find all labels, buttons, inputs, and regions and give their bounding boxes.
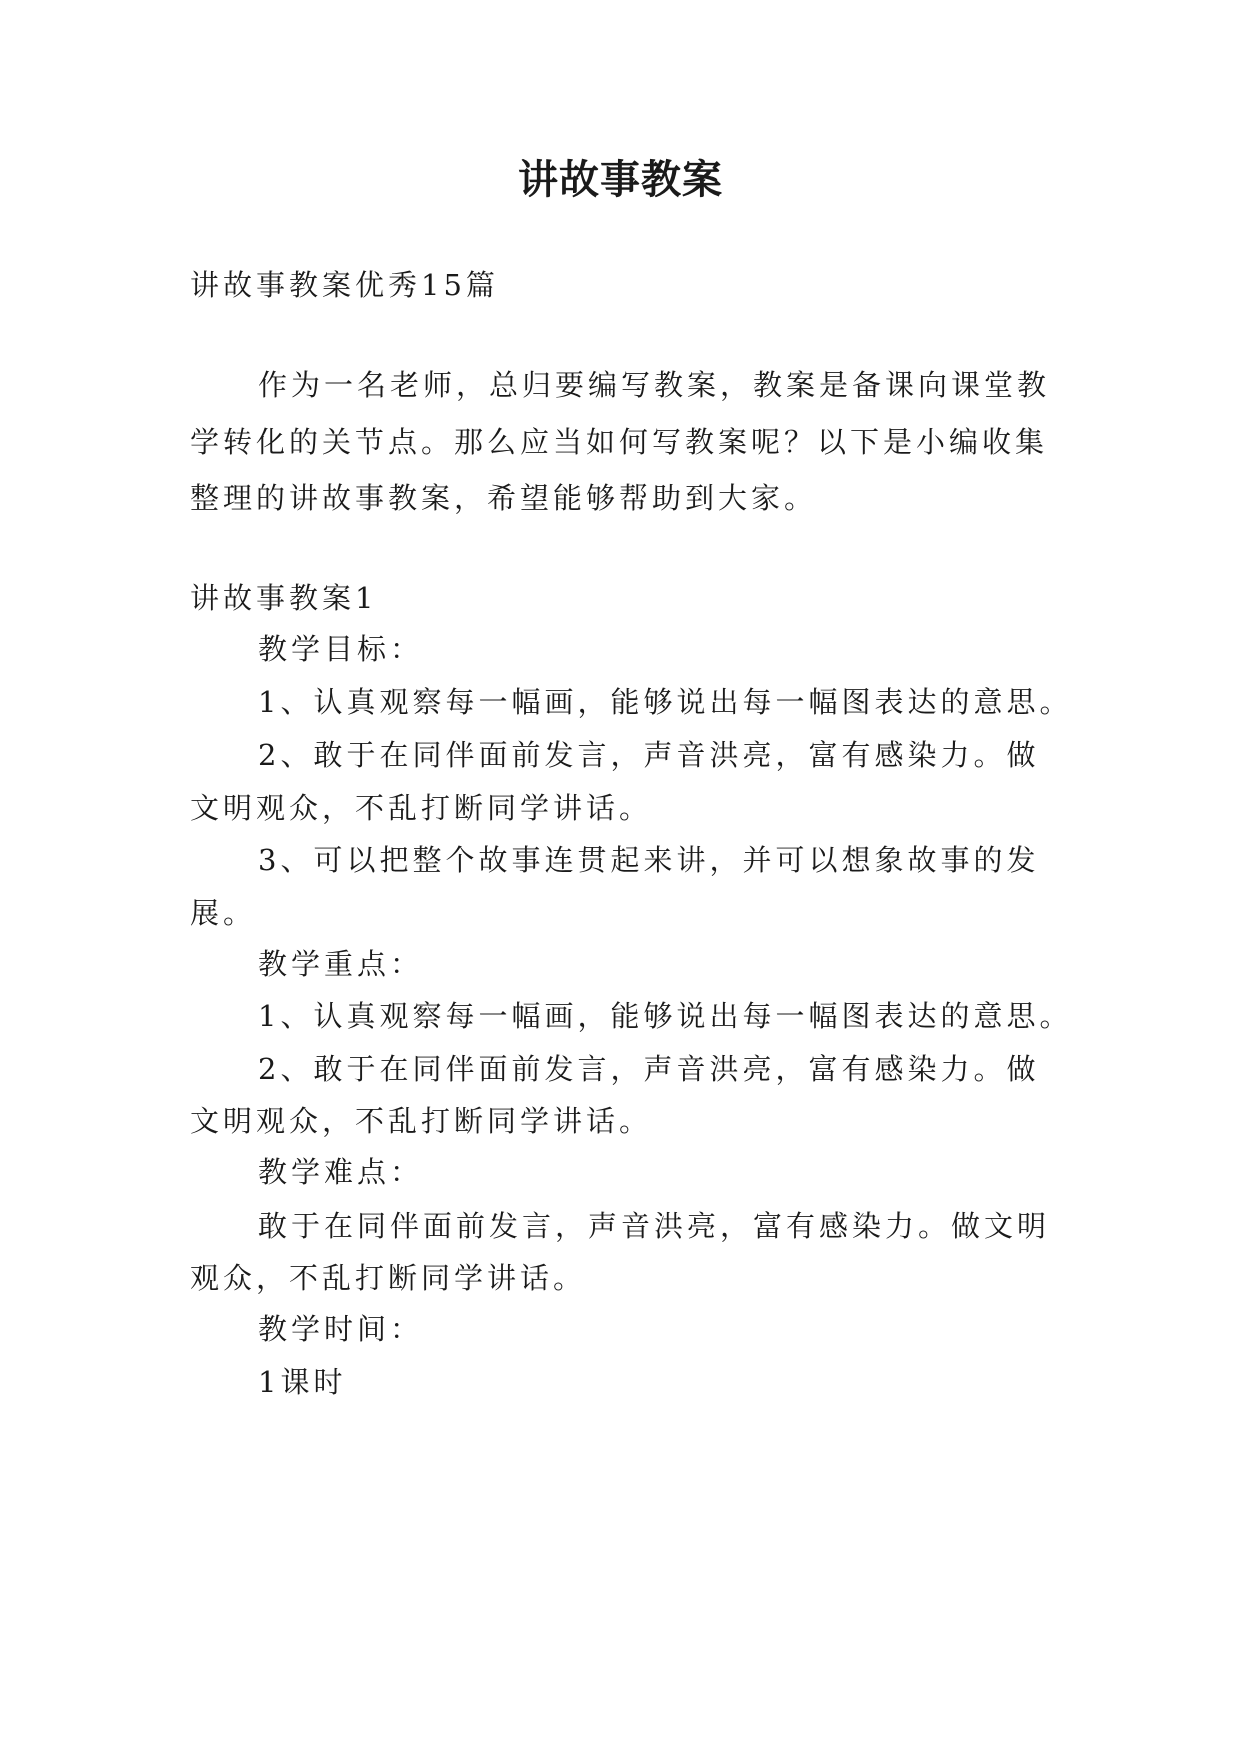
intro-line: 作为一名老师，总归要编写教案，教案是备课向课堂教 — [258, 368, 1051, 402]
heading-teaching-goals: 教学目标： — [258, 632, 424, 666]
body-line: 文明观众，不乱打断同学讲话。 — [190, 1104, 653, 1138]
body-line: 1课时 — [258, 1365, 347, 1399]
body-line: 2、敢于在同伴面前发言，声音洪亮，富有感染力。做 — [258, 1052, 1040, 1086]
heading-teaching-focus: 教学重点： — [258, 947, 424, 981]
intro-line: 整理的讲故事教案，希望能够帮助到大家。 — [190, 481, 818, 515]
body-line: 文明观众，不乱打断同学讲话。 — [190, 791, 653, 825]
section-heading: 讲故事教案1 — [190, 581, 378, 615]
body-line: 敢于在同伴面前发言，声音洪亮，富有感染力。做文明 — [258, 1209, 1051, 1243]
intro-line: 学转化的关节点。那么应当如何写教案呢？以下是小编收集 — [190, 425, 1049, 459]
heading-teaching-time: 教学时间： — [258, 1312, 424, 1346]
body-line: 2、敢于在同伴面前发言，声音洪亮，富有感染力。做 — [258, 738, 1040, 772]
document-subtitle: 讲故事教案优秀15篇 — [190, 268, 499, 302]
heading-teaching-difficulty: 教学难点： — [258, 1155, 424, 1189]
body-line: 1、认真观察每一幅画，能够说出每一幅图表达的意思。 — [258, 999, 1073, 1033]
body-line: 3、可以把整个故事连贯起来讲，并可以想象故事的发 — [258, 843, 1040, 877]
body-line: 1、认真观察每一幅画，能够说出每一幅图表达的意思。 — [258, 685, 1073, 719]
body-line: 观众，不乱打断同学讲话。 — [190, 1261, 587, 1295]
document-title: 讲故事教案 — [518, 156, 723, 203]
body-line: 展。 — [190, 896, 257, 930]
